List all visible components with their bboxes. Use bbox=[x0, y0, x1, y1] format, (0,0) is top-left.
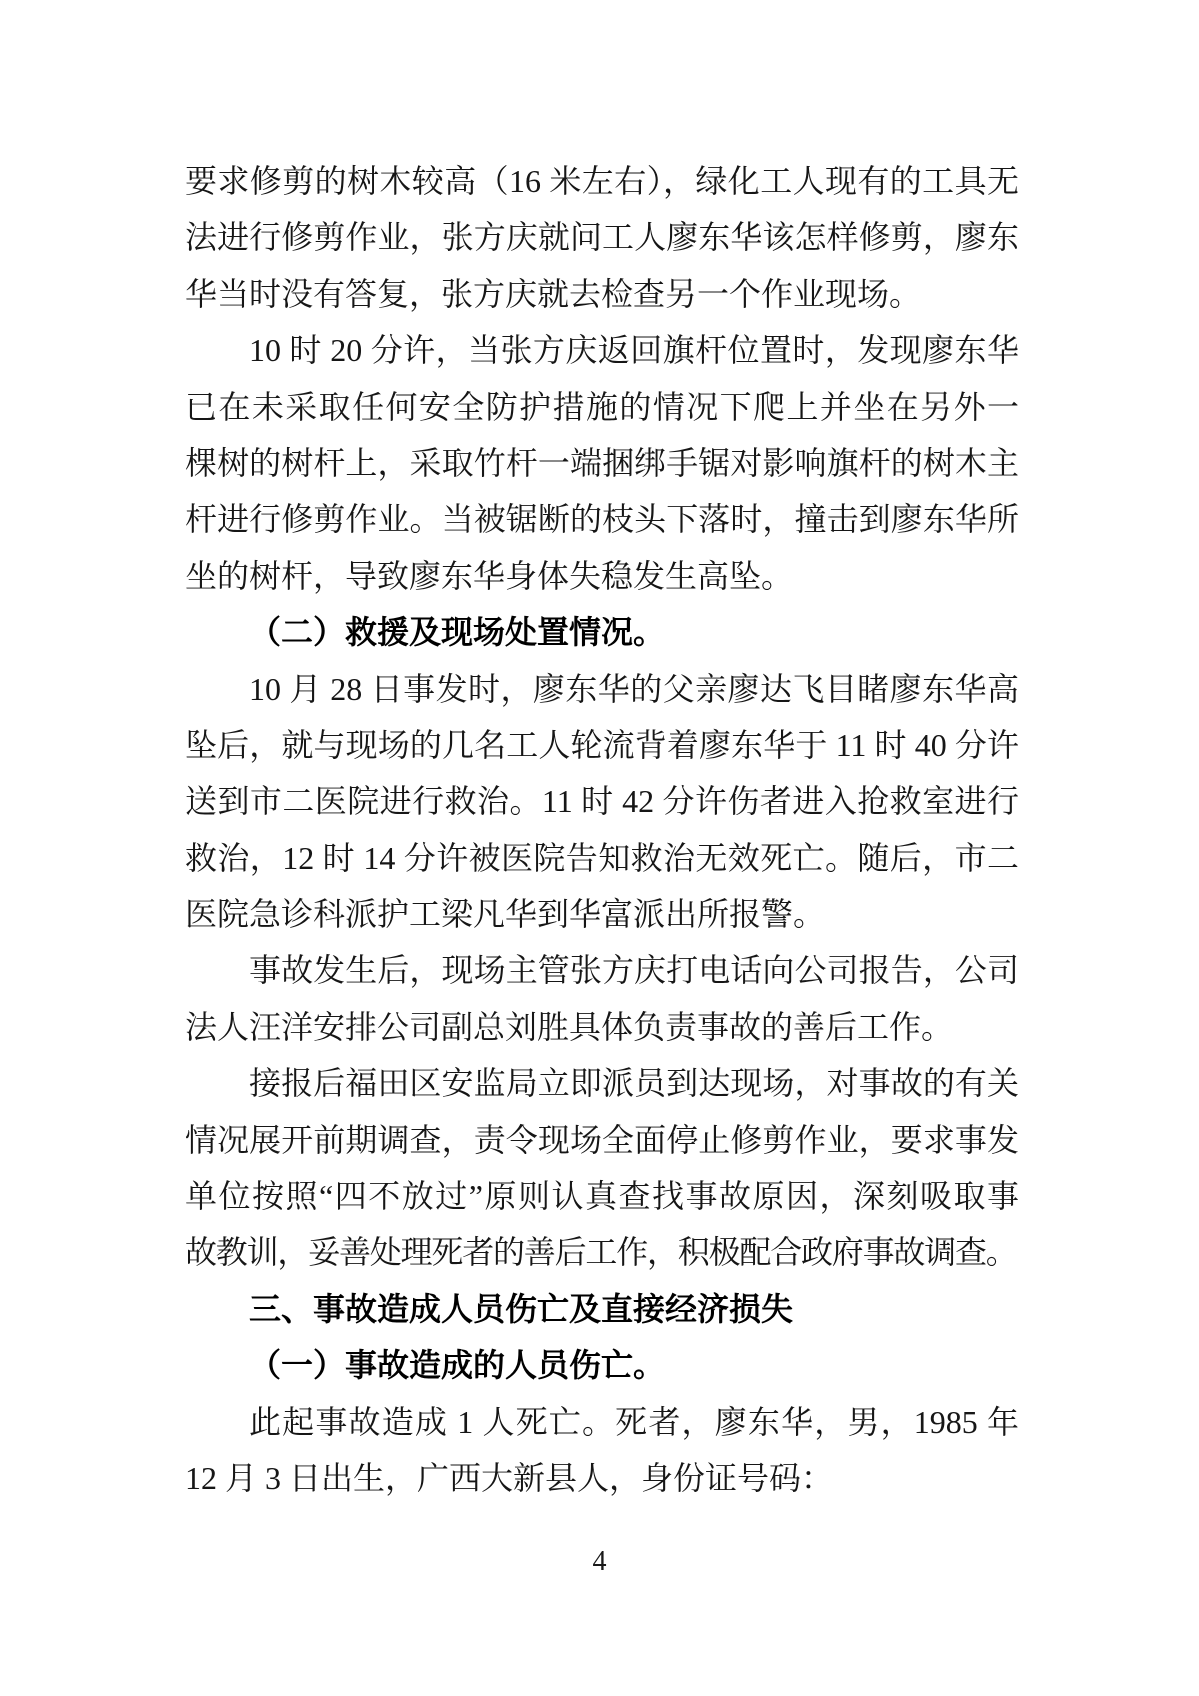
text-line: 杆进行修剪作业。当被锯断的枝头下落时，撞击到廖东华所 bbox=[185, 501, 1019, 538]
text-line: 已在未采取任何安全防护措施的情况下爬上并坐在另外一 bbox=[185, 388, 1019, 425]
text-line: 事故发生后，现场主管张方庆打电话向公司报告，公司 bbox=[249, 952, 1019, 989]
text-line: 医院急诊科派护工梁凡华到华富派出所报警。 bbox=[185, 896, 826, 933]
section-heading-line: （一）事故造成的人员伤亡。 bbox=[249, 1347, 666, 1384]
text-line: 单位按照“四不放过”原则认真查找事故原因，深刻吸取事 bbox=[185, 1178, 1019, 1215]
text-line: 情况展开前期调查，责令现场全面停止修剪作业，要求事发 bbox=[185, 1121, 1019, 1158]
text-line: 接报后福田区安监局立即派员到达现场，对事故的有关 bbox=[249, 1065, 1019, 1102]
text-line: 法进行修剪作业，张方庆就问工人廖东华该怎样修剪，廖东 bbox=[185, 219, 1019, 256]
text-line: 10 月 28 日事发时，廖东华的父亲廖达飞目睹廖东华高 bbox=[249, 670, 1019, 707]
text-line: 此起事故造成 1 人死亡。死者，廖东华，男，1985 年 bbox=[249, 1403, 1019, 1440]
text-line: 坠后，就与现场的几名工人轮流背着廖东华于 11 时 40 分许 bbox=[185, 726, 1019, 763]
text-line: 棵树的树杆上，采取竹杆一端捆绑手锯对影响旗杆的树木主 bbox=[185, 444, 1019, 481]
text-line: 坐的树杆，导致廖东华身体失稳发生高坠。 bbox=[185, 557, 794, 594]
section-heading-line: （二）救援及现场处置情况。 bbox=[249, 614, 666, 651]
page-number: 4 bbox=[592, 1546, 607, 1577]
text-line: 华当时没有答复，张方庆就去检查另一个作业现场。 bbox=[185, 275, 922, 312]
text-line: 救治，12 时 14 分许被医院告知救治无效死亡。随后，市二 bbox=[185, 839, 1019, 876]
text-line: 10 时 20 分许，当张方庆返回旗杆位置时，发现廖东华 bbox=[249, 332, 1019, 369]
text-line: 故教训，妥善处理死者的善后工作，积极配合政府事故调查。 bbox=[185, 1234, 1017, 1271]
text-line: 要求修剪的树木较高（16 米左右），绿化工人现有的工具无 bbox=[185, 163, 1019, 199]
section-heading-line: 三、事故造成人员伤亡及直接经济损失 bbox=[249, 1290, 794, 1327]
text-line: 12 月 3 日出生，广西大新县人，身份证号码： bbox=[185, 1459, 834, 1496]
text-line: 法人汪洋安排公司副总刘胜具体负责事故的善后工作。 bbox=[185, 1008, 954, 1045]
document-text bbox=[185, 153, 1019, 1506]
text-line: 送到市二医院进行救治。11 时 42 分许伤者进入抢救室进行 bbox=[185, 783, 1019, 820]
